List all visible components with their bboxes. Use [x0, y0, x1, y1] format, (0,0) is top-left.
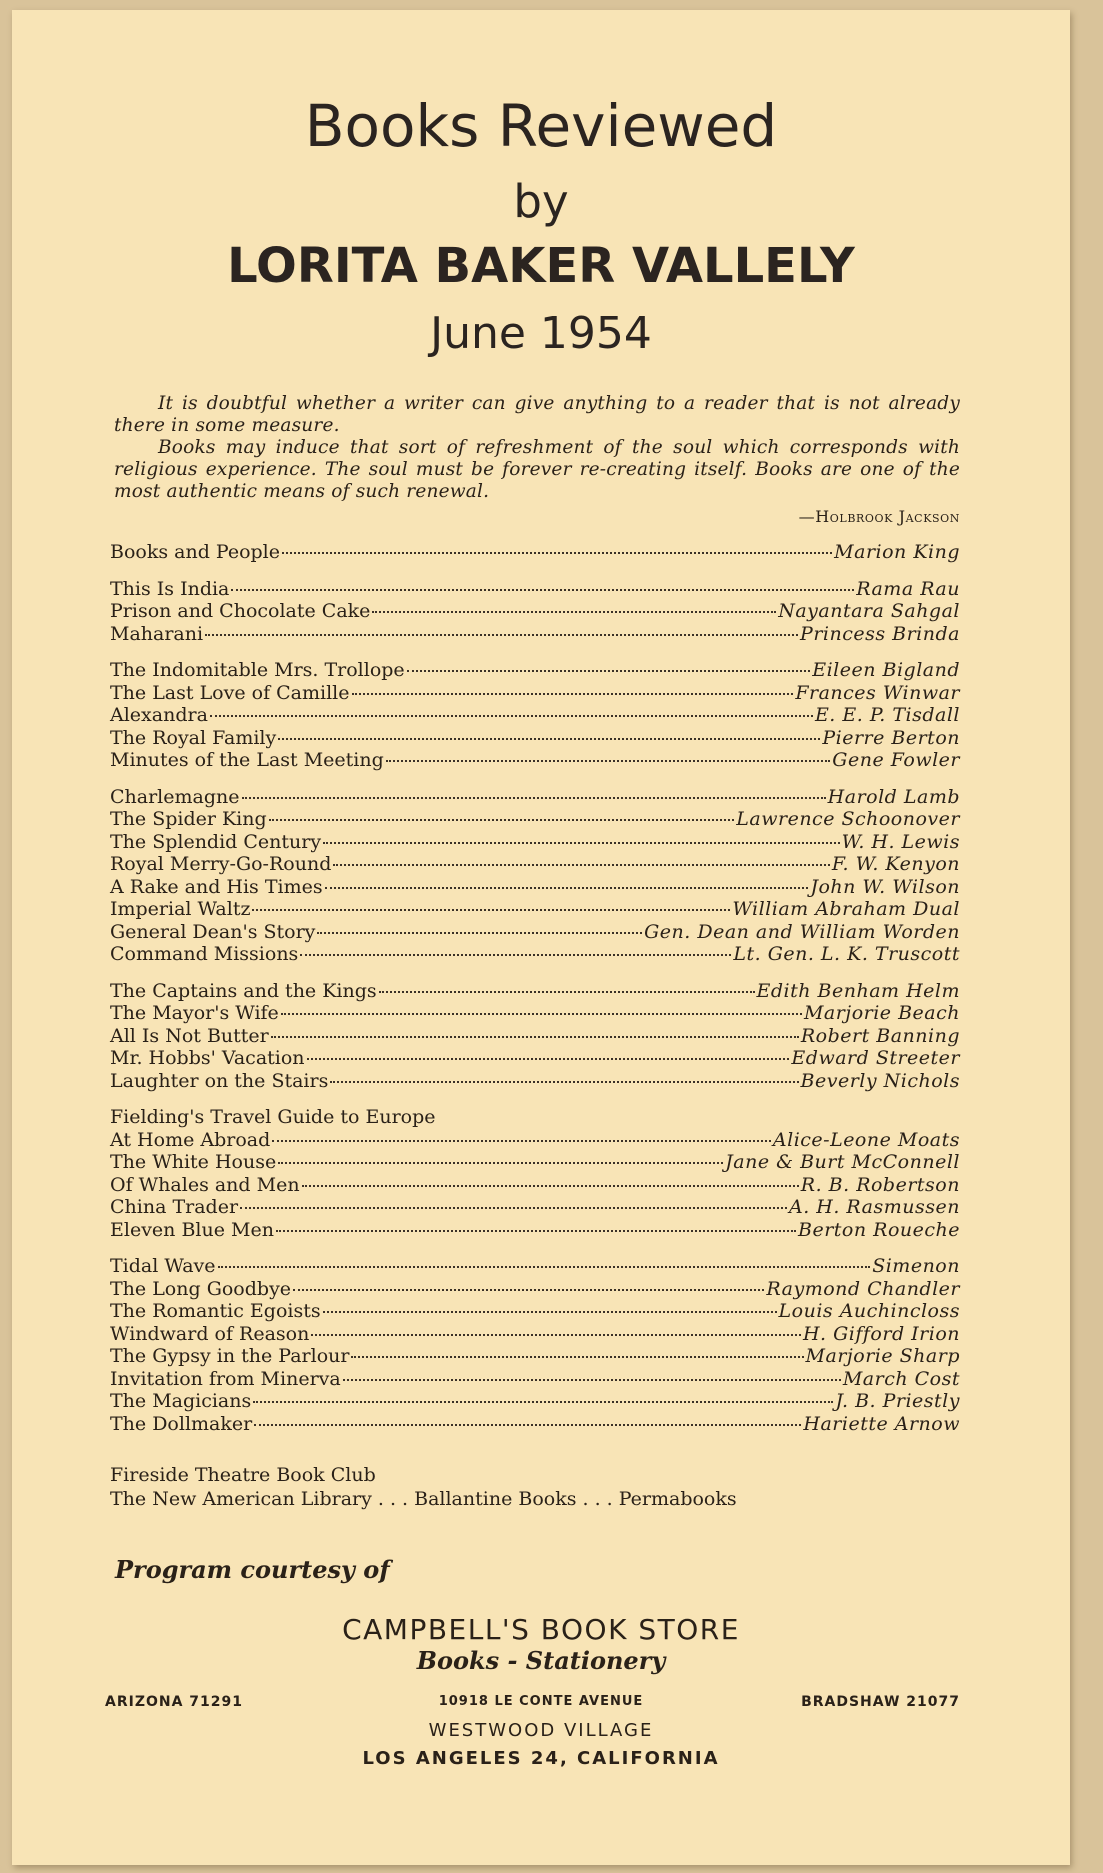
dot-leader: [311, 1334, 801, 1336]
book-author: Princess Brinda: [800, 622, 960, 645]
book-entry: [110, 1174, 960, 1197]
dot-leader: [252, 909, 730, 911]
book-title: Mr. Hobbs' Vacation: [110, 1047, 305, 1069]
store-subtitle: Books - Stationery: [416, 1646, 666, 1675]
book-author: Berton Roueche: [798, 1218, 960, 1241]
book-title: Eleven Blue Men: [110, 1218, 274, 1241]
book-author: Lawrence Schoonover: [736, 808, 960, 830]
book-title: The Long Goodbye: [110, 1277, 292, 1300]
book-entry: [110, 1106, 960, 1129]
dot-leader: [240, 1207, 787, 1209]
book-entry: [110, 682, 960, 705]
quote-paragraph: Books may induce that sort of refreshment of the soul which corresponds with religious experience. The soul must be forever re-creating itself. Books are one of the most authentic means of such renewal.: [114, 437, 960, 502]
book-author: Louis Auchincloss: [778, 1300, 960, 1322]
dot-leader: [302, 1185, 799, 1187]
book-author: Nayantara Sahgal: [778, 600, 960, 622]
book-title: Command Missions: [110, 943, 299, 965]
book-author: Gene Fowler: [832, 749, 960, 771]
book-author: Marjorie Beach: [803, 1002, 960, 1024]
book-entry: [110, 1002, 960, 1025]
extras-block: [110, 1463, 737, 1511]
book-title: Maharani: [110, 622, 204, 645]
book-title: Tidal Wave: [110, 1255, 216, 1277]
book-author: Harold Lamb: [827, 785, 960, 808]
book-entry: [110, 704, 960, 727]
quote-attribution: —Holbrook Jackson: [798, 507, 960, 526]
book-author: March Cost: [842, 1367, 960, 1390]
book-group: [110, 786, 960, 966]
book-title: The Indomitable Mrs. Trollope: [110, 659, 405, 681]
book-title: Windward of Reason: [110, 1322, 310, 1345]
book-title: A Rake and His Times: [110, 875, 323, 898]
book-author: Eileen Bigland: [812, 659, 960, 681]
reviewer-name: LORITA BAKER VALLELY: [227, 238, 855, 294]
book-entry: [110, 1278, 960, 1301]
book-entry: [110, 831, 960, 854]
program-sheet: [12, 10, 1070, 1865]
book-author: Gen. Dean and William Worden: [644, 920, 960, 943]
dot-leader: [293, 1289, 764, 1291]
dot-leader: [379, 991, 755, 993]
dot-leader: [278, 738, 820, 740]
store-name: CAMPBELL'S BOOK STORE: [342, 1613, 740, 1646]
dot-leader: [218, 1266, 871, 1268]
book-author: Raymond Chandler: [766, 1277, 960, 1300]
book-title: Charlemagne: [110, 785, 240, 808]
book-author: Edith Benham Helm: [756, 979, 960, 1002]
book-author: Simenon: [872, 1255, 960, 1277]
book-title: Laughter on the Stairs: [110, 1069, 329, 1092]
book-author: F. W. Kenyon: [831, 853, 960, 875]
book-entry: [110, 980, 960, 1003]
extras-line: The New American Library . . . Ballantine Books . . . Permabooks: [110, 1488, 737, 1510]
book-title: The Last Love of Camille: [110, 681, 350, 704]
book-list: [110, 541, 960, 1449]
book-title: All Is Not Butter: [110, 1024, 269, 1047]
book-author: Robert Banning: [800, 1024, 960, 1047]
phone-left: ARIZONA 71291: [105, 1694, 244, 1710]
dot-leader: [407, 670, 811, 672]
book-entry: [110, 1070, 960, 1093]
book-author: Rama Rau: [856, 577, 960, 600]
book-author: Beverly Nichols: [800, 1069, 960, 1092]
courtesy-label: Program courtesy of: [115, 1555, 390, 1584]
book-entry: [110, 1413, 960, 1436]
dot-leader: [386, 760, 831, 762]
book-title: The Splendid Century: [110, 830, 322, 853]
book-entry: [110, 1255, 960, 1278]
book-author: Pierre Berton: [822, 726, 960, 749]
dot-leader: [278, 1162, 723, 1164]
dot-leader: [330, 1081, 798, 1083]
book-title: Of Whales and Men: [110, 1173, 300, 1196]
book-title: General Dean's Story: [110, 920, 316, 943]
book-title: At Home Abroad: [110, 1128, 271, 1151]
book-author: Edward Streeter: [791, 1047, 960, 1069]
book-entry: [110, 1300, 960, 1323]
book-entry: [110, 921, 960, 944]
book-title: Royal Merry-Go-Round: [110, 853, 332, 875]
book-entry: [110, 1390, 960, 1413]
book-author: William Abraham Dual: [732, 898, 960, 920]
dot-leader: [333, 864, 829, 866]
book-author: Frances Winwar: [795, 681, 960, 704]
epigraph-quote: [114, 393, 960, 503]
book-title: The Romantic Egoists: [110, 1300, 321, 1322]
page-title: Books Reviewed: [304, 92, 778, 160]
book-title: Books and People: [110, 541, 281, 563]
book-entry: [110, 623, 960, 646]
book-entry: [110, 898, 960, 921]
book-entry: [110, 1047, 960, 1070]
book-author: Marjorie Sharp: [805, 1345, 960, 1367]
review-date: June 1954: [430, 308, 652, 359]
book-author: W. H. Lewis: [841, 830, 960, 853]
book-author: Marion King: [834, 541, 960, 563]
book-entry: [110, 749, 960, 772]
book-author: Hariette Arnow: [803, 1412, 960, 1435]
book-title: The Royal Family: [110, 726, 277, 749]
book-title: The White House: [110, 1151, 277, 1173]
dot-leader: [282, 552, 832, 554]
store-village: WESTWOOD VILLAGE: [428, 1720, 654, 1741]
store-city: LOS ANGELES 24, CALIFORNIA: [362, 1748, 720, 1769]
book-entry: [110, 1368, 960, 1391]
dot-leader: [281, 1013, 802, 1015]
book-entry: [110, 943, 960, 966]
book-author: Lt. Gen. L. K. Truscott: [733, 943, 960, 965]
book-title: Prison and Chocolate Cake: [110, 600, 371, 622]
dot-leader: [210, 715, 813, 717]
book-entry: [110, 578, 960, 601]
dot-leader: [242, 797, 826, 799]
dot-leader: [254, 1424, 801, 1426]
quote-paragraph: It is doubtful whether a writer can give anything to a reader that is not already there in some measure.: [114, 393, 960, 436]
dot-leader: [372, 611, 776, 613]
book-entry: [110, 1323, 960, 1346]
book-entry: [110, 1151, 960, 1174]
extras-line: Fireside Theatre Book Club: [110, 1464, 376, 1486]
book-title: This Is India: [110, 577, 230, 600]
book-author: Alice-Leone Moats: [772, 1128, 960, 1151]
book-author: R. B. Robertson: [800, 1173, 960, 1196]
book-group: [110, 1106, 960, 1241]
book-title: Imperial Waltz: [110, 898, 251, 920]
book-entry: [110, 1219, 960, 1242]
book-entry: [110, 541, 960, 564]
phone-right: BRADSHAW 21077: [801, 1694, 960, 1710]
book-title: Fielding's Travel Guide to Europe: [110, 1106, 436, 1128]
book-entry: [110, 1196, 960, 1219]
book-group: [110, 541, 960, 564]
book-title: Invitation from Minerva: [110, 1367, 341, 1390]
book-group: [110, 980, 960, 1093]
book-author: John W. Wilson: [810, 875, 960, 898]
dot-leader: [205, 634, 798, 636]
book-group: [110, 578, 960, 646]
dot-leader: [325, 887, 809, 889]
title-by: by: [513, 175, 569, 228]
dot-leader: [343, 1379, 841, 1381]
dot-leader: [351, 1356, 803, 1358]
dot-leader: [253, 1401, 833, 1403]
dot-leader: [276, 1230, 796, 1232]
dot-leader: [307, 1058, 790, 1060]
dot-leader: [271, 1036, 799, 1038]
book-title: The Magicians: [110, 1390, 252, 1412]
book-title: The Mayor's Wife: [110, 1002, 279, 1024]
book-author: E. E. P. Tisdall: [814, 704, 960, 726]
book-title: Alexandra: [110, 704, 208, 726]
dot-leader: [231, 589, 854, 591]
book-title: Minutes of the Last Meeting: [110, 749, 384, 771]
book-author: Jane & Burt McConnell: [725, 1151, 960, 1173]
book-entry: [110, 853, 960, 876]
book-author: H. Gifford Irion: [802, 1322, 960, 1345]
book-author: J. B. Priestly: [835, 1390, 960, 1412]
book-entry: [110, 808, 960, 831]
dot-leader: [300, 954, 731, 956]
book-title: The Captains and the Kings: [110, 979, 377, 1002]
book-entry: [110, 876, 960, 899]
book-entry: [110, 727, 960, 750]
book-entry: [110, 600, 960, 623]
book-entry: [110, 659, 960, 682]
book-group: [110, 659, 960, 772]
book-title: The Dollmaker: [110, 1412, 253, 1435]
dot-leader: [323, 1311, 777, 1313]
dot-leader: [317, 932, 642, 934]
book-title: China Trader: [110, 1196, 239, 1218]
dot-leader: [272, 1140, 771, 1142]
book-author: A. H. Rasmussen: [788, 1196, 960, 1218]
dot-leader: [269, 819, 735, 821]
book-entry: [110, 786, 960, 809]
book-title: The Gypsy in the Parlour: [110, 1345, 350, 1367]
book-entry: [110, 1345, 960, 1368]
store-address: 10918 LE CONTE AVENUE: [438, 1694, 644, 1709]
book-group: [110, 1255, 960, 1435]
dot-leader: [323, 842, 840, 844]
book-title: The Spider King: [110, 808, 267, 830]
book-entry: [110, 1025, 960, 1048]
dot-leader: [352, 693, 794, 695]
book-entry: [110, 1129, 960, 1152]
